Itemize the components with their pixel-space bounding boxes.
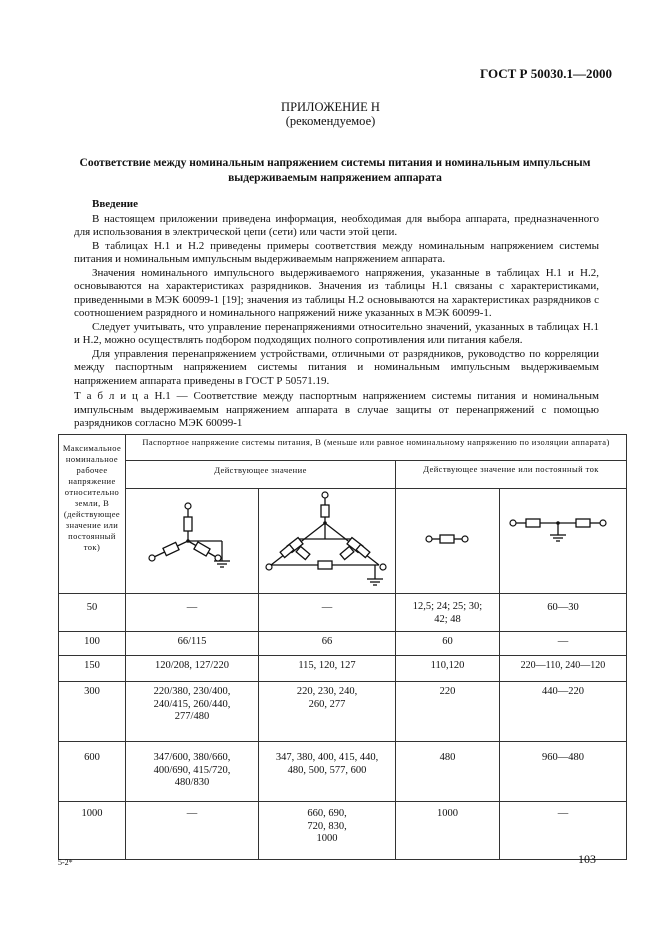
table-cell: 220, 230, 240, 260, 277 xyxy=(259,682,396,742)
top-header: Паспортное напряжение системы питания, В (меньше или равное номинальному напряжению по изоляции аппарата) xyxy=(126,435,627,461)
table-cell: 960—480 xyxy=(500,742,627,802)
single-phase-diagram xyxy=(126,489,258,593)
paragraph-2: В таблицах Н.1 и Н.2 приведены примеры соответствия между номинальным напряжением системы питания и номинальным импульсным выдерживаемым напряжением аппарата. xyxy=(74,239,599,265)
table-cell: 66/115 xyxy=(126,632,259,656)
table-caption: Т а б л и ц а Н.1 — Соответствие между паспортным напряжением системы питания и номинальным импульсным выдерживаемым напряжением аппарата в случае защиты от перенапряжений с помощью разрядников согласно МЭК 60099-1 xyxy=(74,390,599,429)
table-cell: 300 xyxy=(59,682,126,742)
dc-two-wire-diagram xyxy=(396,489,499,593)
table-cell: 60—30 xyxy=(500,594,627,632)
paragraph-3: Значения номинального импульсного выдерживаемого напряжения, указанные в таблицах Н.1 и Н.2, основываются на характеристиках разрядников. Значения из таблицы Н.1 связаны с характеристиками, приведенными в МЭК 60099-1 [19]; значения из таблицы Н.2 основываются на характеристиках разрядников с соотношением разрядного и номинального напряжений ниже указанных в МЭК 60099-1. xyxy=(74,266,599,319)
table-cell: 600 xyxy=(59,742,126,802)
page-number: 103 xyxy=(578,852,596,866)
table-cell: 220—110, 240—120 xyxy=(500,656,627,682)
document-code: ГОСТ Р 50030.1—2000 xyxy=(480,66,612,81)
table-cell: 115, 120, 127 xyxy=(259,656,396,682)
table-cell: 480 xyxy=(396,742,500,802)
section-title-line2: выдерживаемым напряжением аппарата xyxy=(228,172,442,184)
section-title-line1: Соответствие между номинальным напряжением системы питания и номинальным импульсным xyxy=(79,157,591,169)
intro-heading: Введение xyxy=(92,198,139,210)
table-cell: — xyxy=(259,594,396,632)
footer-signature: 5-2* xyxy=(58,858,73,867)
table-cell: 440—220 xyxy=(500,682,627,742)
single-phase-diagram-cell xyxy=(126,489,259,594)
table-cell: 120/208, 127/220 xyxy=(126,656,259,682)
table-cell: 347/600, 380/660, 400/690, 415/720, 480/830 xyxy=(126,742,259,802)
table-cell: 50 xyxy=(59,594,126,632)
row-header: Максимальное номинальное рабочее напряжение относительно земли, В (действующее значение или постоянный ток) xyxy=(59,435,126,594)
table-cell: 60 xyxy=(396,632,500,656)
table-cell: 1000 xyxy=(59,802,126,860)
paragraph-5: Для управления перенапряжением устройствами, отличными от разрядников, руководство по корреляции между паспортным напряжением системы питания и номинальным импульсным выдерживаемым напряжением аппарата приведены в ГОСТ Р 50571.19. xyxy=(74,347,599,387)
table-cell: 12,5; 24; 25; 30; 42; 48 xyxy=(396,594,500,632)
dc-two-wire-diagram-cell xyxy=(396,489,500,594)
ac-header: Действующее значение xyxy=(126,461,396,489)
table-cell: 100 xyxy=(59,632,126,656)
table-cell: — xyxy=(126,594,259,632)
table-cell: 66 xyxy=(259,632,396,656)
appendix-heading xyxy=(0,100,661,128)
section-title xyxy=(70,156,600,186)
table-cell: — xyxy=(500,632,627,656)
table-cell: — xyxy=(126,802,259,860)
table-cell: 220/380, 230/400, 240/415, 260/440, 277/480 xyxy=(126,682,259,742)
table-cell: — xyxy=(500,802,627,860)
three-phase-diagram-cell xyxy=(259,489,396,594)
table-cell: 1000 xyxy=(396,802,500,860)
appendix-subtitle: (рекомендуемое) xyxy=(285,114,376,128)
paragraph-4: Следует учитывать, что управление перенапряжениями относительно значений, указанных в таблицах Н.1 и Н.2, можно осуществлять подбором подходящих полного сопротивления или питания кабеля. xyxy=(74,320,599,346)
table-cell: 660, 690, 720, 830, 1000 xyxy=(259,802,396,860)
table-cell: 110,120 xyxy=(396,656,500,682)
paragraph-1: В настоящем приложении приведена информация, необходимая для выбора аппарата, предназначенного для использования в электрической цепи (сети) или части этой цепи. xyxy=(74,212,599,238)
table-cell: 150 xyxy=(59,656,126,682)
dc-three-wire-diagram-cell xyxy=(500,489,627,594)
three-phase-diagram xyxy=(259,489,395,593)
appendix-title: ПРИЛОЖЕНИЕ Н xyxy=(281,100,380,114)
dc-header: Действующее значение или постоянный ток xyxy=(396,461,627,489)
table-cell: 220 xyxy=(396,682,500,742)
dc-three-wire-diagram xyxy=(500,489,626,593)
body-text xyxy=(74,198,599,388)
voltage-table xyxy=(58,434,627,860)
table-cell: 347, 380, 400, 415, 440, 480, 500, 577, 600 xyxy=(259,742,396,802)
